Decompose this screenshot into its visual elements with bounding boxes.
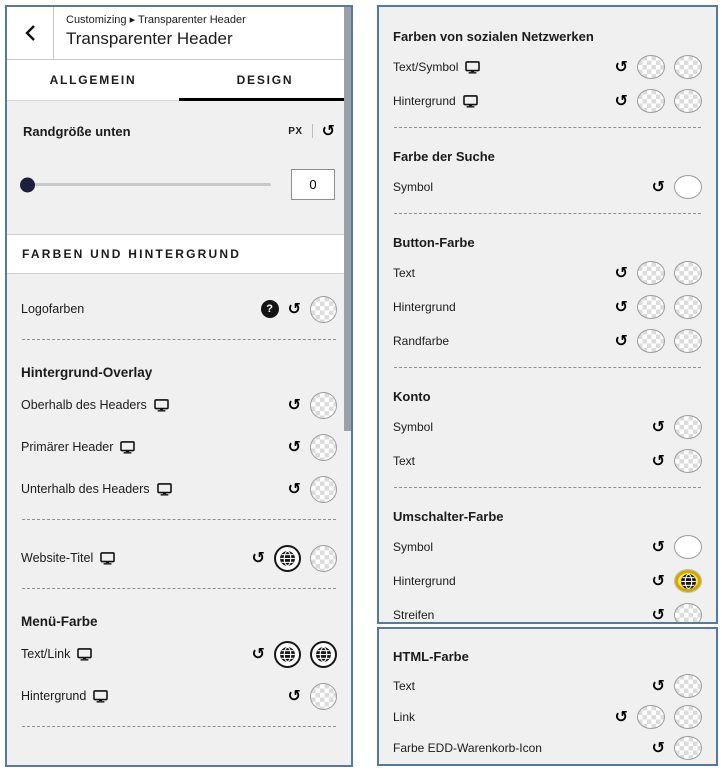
row-actions	[288, 476, 337, 503]
color-swatch-checker[interactable]	[674, 603, 702, 624]
divider	[22, 726, 336, 727]
monitor-icon	[100, 552, 115, 565]
html-color-panel	[377, 627, 718, 766]
control-label	[393, 454, 415, 468]
color-control-row	[393, 50, 702, 84]
control-label-text: Streifen	[393, 608, 435, 622]
color-swatch-checker[interactable]	[674, 674, 702, 698]
monitor-icon	[157, 483, 172, 496]
reset-button[interactable]: ↺	[287, 437, 301, 456]
reset-button[interactable]: ↺	[651, 571, 665, 590]
color-control-row	[393, 564, 702, 598]
color-swatch-checker[interactable]	[310, 545, 337, 572]
color-control-row	[21, 384, 337, 426]
row-actions	[288, 392, 337, 419]
group-heading: Farbe der Suche	[393, 149, 495, 164]
color-swatch-globe[interactable]	[310, 641, 337, 668]
divider	[22, 519, 336, 520]
control-label-text: Text	[393, 266, 416, 280]
control-label	[21, 689, 108, 703]
color-control-row	[393, 84, 702, 118]
color-swatch-checker[interactable]	[637, 89, 665, 113]
group-heading: Konto	[393, 389, 431, 404]
slider-handle[interactable]	[20, 177, 35, 192]
color-swatch-checker[interactable]	[310, 476, 337, 503]
reset-button[interactable]: ↺	[251, 548, 265, 567]
control-label	[393, 334, 449, 348]
control-label	[393, 300, 456, 314]
customizer-right-panel	[377, 5, 718, 624]
control-label	[393, 180, 433, 194]
row-actions	[252, 545, 337, 572]
color-control-row	[393, 410, 702, 444]
group-heading: HTML-Farbe	[393, 649, 469, 664]
color-swatch-checker[interactable]	[674, 449, 702, 473]
control-label-text: Oberhalb des Headers	[21, 398, 147, 412]
reset-button[interactable]: ↺	[651, 451, 665, 470]
row-actions	[615, 261, 702, 285]
divider	[394, 213, 701, 214]
control-group	[21, 596, 337, 719]
color-control-row	[21, 633, 337, 675]
back-button[interactable]	[7, 7, 54, 59]
row-actions	[652, 449, 702, 473]
reset-button[interactable]: ↺	[321, 121, 335, 140]
control-label	[393, 94, 478, 108]
control-label-text: Website-Titel	[21, 551, 94, 565]
color-control-row	[393, 701, 702, 732]
row-actions	[652, 603, 702, 624]
control-label-text: Unterhalb des Headers	[21, 482, 150, 496]
color-control-row	[393, 290, 702, 324]
color-control-row	[393, 530, 702, 564]
globe-icon	[279, 646, 296, 663]
control-label	[393, 710, 415, 724]
reset-button[interactable]: ↺	[287, 299, 301, 318]
control-label-text: Symbol	[393, 540, 434, 554]
color-swatch-plain[interactable]	[674, 175, 702, 199]
color-swatch-checker[interactable]	[674, 295, 702, 319]
chevron-left-icon	[24, 24, 37, 42]
row-actions	[652, 674, 702, 698]
color-control-row	[21, 288, 337, 330]
control-group	[21, 347, 337, 512]
monitor-icon	[465, 61, 480, 74]
control-label	[21, 398, 169, 412]
divider	[22, 339, 336, 340]
globe-icon	[279, 550, 296, 567]
color-swatch-toggle-yellow[interactable]	[674, 569, 702, 593]
color-control-row	[393, 444, 702, 478]
control-label	[21, 440, 135, 454]
tab-design[interactable]: DESIGN	[179, 60, 351, 100]
group-heading: Umschalter-Farbe	[393, 509, 504, 524]
border-size-input[interactable]	[291, 169, 335, 200]
control-label-text: Hintergrund	[393, 94, 456, 108]
monitor-icon	[463, 95, 478, 108]
control-group	[21, 527, 337, 581]
globe-icon	[680, 573, 697, 590]
row-actions	[652, 535, 702, 559]
reset-button[interactable]: ↺	[651, 537, 665, 556]
group-heading: Menü-Farbe	[21, 614, 98, 629]
control-group	[393, 495, 702, 624]
page-title: Transparenter Header	[66, 29, 233, 48]
row-actions	[261, 296, 337, 323]
row-actions	[615, 329, 702, 353]
divider	[22, 588, 336, 589]
control-label	[393, 608, 434, 622]
reset-button[interactable]: ↺	[614, 706, 628, 726]
control-label	[21, 551, 115, 565]
control-label	[393, 540, 433, 554]
control-label-text: Logofarben	[21, 302, 85, 316]
control-label-text: Symbol	[393, 180, 434, 194]
color-control-row	[21, 537, 337, 579]
control-label-text: Text/Link	[21, 647, 71, 661]
color-control-row	[21, 468, 337, 510]
row-actions	[652, 736, 702, 760]
color-control-row	[21, 426, 337, 468]
color-swatch-checker[interactable]	[674, 55, 702, 79]
reset-button[interactable]: ↺	[651, 737, 665, 757]
color-swatch-checker[interactable]	[310, 683, 337, 710]
divider	[394, 487, 701, 488]
reset-button[interactable]: ↺	[651, 605, 665, 624]
control-label	[393, 741, 542, 755]
control-label-text: Hintergrund	[393, 300, 456, 314]
reset-button[interactable]: ↺	[651, 675, 665, 695]
breadcrumb: Customizing ▸ Transparenter Header	[66, 14, 246, 26]
control-label-text: Text/Symbol	[393, 60, 459, 74]
group-heading: Farben von sozialen Netzwerken	[393, 29, 594, 44]
control-group	[393, 135, 702, 206]
control-group	[393, 375, 702, 480]
control-label-text: Symbol	[393, 420, 434, 434]
color-swatch-checker[interactable]	[637, 705, 665, 729]
color-swatch-checker[interactable]	[674, 415, 702, 439]
monitor-icon	[154, 399, 169, 412]
color-swatch-checker[interactable]	[674, 329, 702, 353]
control-label	[393, 266, 415, 280]
row-actions	[252, 641, 337, 668]
reset-button[interactable]: ↺	[651, 417, 665, 436]
control-label-text: Hintergrund	[21, 689, 87, 703]
border-size-control	[7, 101, 351, 220]
reset-button[interactable]: ↺	[614, 91, 628, 110]
panel-header	[7, 7, 351, 60]
control-label	[393, 420, 433, 434]
scrollbar-thumb[interactable]	[344, 7, 351, 431]
reset-button[interactable]: ↺	[287, 395, 301, 414]
control-label	[21, 647, 92, 661]
reset-button[interactable]: ↺	[614, 263, 628, 282]
color-control-row	[21, 675, 337, 717]
unit-label: PX	[288, 125, 303, 137]
color-control-row	[393, 324, 702, 358]
reset-button[interactable]: ↺	[251, 644, 265, 663]
divider	[394, 367, 701, 368]
monitor-icon	[77, 648, 92, 661]
color-swatch-checker[interactable]	[674, 705, 702, 729]
color-swatch-checker[interactable]	[637, 329, 665, 353]
control-label-text: Randfarbe	[393, 334, 450, 348]
tab-allgemein[interactable]: ALLGEMEIN	[49, 73, 137, 87]
color-swatch-checker[interactable]	[310, 296, 337, 323]
control-label-text: Text	[393, 678, 416, 693]
unit-divider	[312, 124, 313, 138]
row-actions	[615, 705, 702, 729]
color-swatch-checker[interactable]	[637, 295, 665, 319]
monitor-icon	[93, 690, 108, 703]
color-control-row	[393, 256, 702, 290]
group-heading: Button-Farbe	[393, 235, 475, 250]
tab-bar	[7, 60, 351, 101]
row-actions	[615, 295, 702, 319]
color-swatch-plain[interactable]	[674, 535, 702, 559]
reset-button[interactable]: ↺	[614, 297, 628, 316]
color-control-row	[393, 598, 702, 624]
row-actions	[652, 415, 702, 439]
color-control-row	[393, 732, 702, 763]
control-label	[393, 679, 415, 693]
control-group	[393, 221, 702, 360]
control-label-text: Farbe EDD-Warenkorb-Icon	[393, 740, 542, 755]
row-actions	[652, 175, 702, 199]
color-swatch-checker[interactable]	[310, 392, 337, 419]
color-swatch-checker[interactable]	[674, 736, 702, 760]
help-icon[interactable]: ?	[261, 300, 279, 318]
color-swatch-checker[interactable]	[674, 261, 702, 285]
color-swatch-checker[interactable]	[637, 261, 665, 285]
row-actions	[288, 683, 337, 710]
divider	[394, 127, 701, 128]
reset-button[interactable]: ↺	[287, 479, 301, 498]
control-group	[393, 15, 702, 120]
color-swatch-globe[interactable]	[274, 545, 301, 572]
control-label	[21, 302, 84, 316]
row-actions	[652, 569, 702, 593]
border-size-label: Randgröße unten	[23, 123, 131, 139]
color-swatch-checker[interactable]	[674, 89, 702, 113]
control-group	[393, 635, 702, 765]
globe-icon	[315, 646, 332, 663]
row-actions	[615, 89, 702, 113]
color-control-row	[393, 670, 702, 701]
reset-button[interactable]: ↺	[287, 686, 301, 705]
control-label-text: Link	[393, 709, 416, 724]
group-heading: Hintergrund-Overlay	[21, 365, 153, 380]
color-control-row	[393, 170, 702, 204]
color-swatch-checker[interactable]	[637, 55, 665, 79]
control-label-text: Primärer Header	[21, 440, 114, 454]
reset-button[interactable]: ↺	[614, 331, 628, 350]
control-label-text: Hintergrund	[393, 574, 456, 588]
control-label-text: Text	[393, 454, 416, 468]
control-label	[393, 574, 456, 588]
row-actions	[288, 434, 337, 461]
control-label	[393, 60, 480, 74]
control-label	[21, 482, 172, 496]
row-actions	[615, 55, 702, 79]
color-swatch-checker[interactable]	[310, 434, 337, 461]
reset-button[interactable]: ↺	[614, 57, 628, 76]
control-group	[21, 278, 337, 332]
customizer-left-panel	[5, 5, 353, 767]
slider-track[interactable]	[23, 183, 271, 186]
monitor-icon	[120, 441, 135, 454]
section-title-colors-background: FARBEN UND HINTERGRUND	[7, 234, 351, 274]
color-swatch-globe[interactable]	[274, 641, 301, 668]
reset-button[interactable]: ↺	[651, 177, 665, 196]
